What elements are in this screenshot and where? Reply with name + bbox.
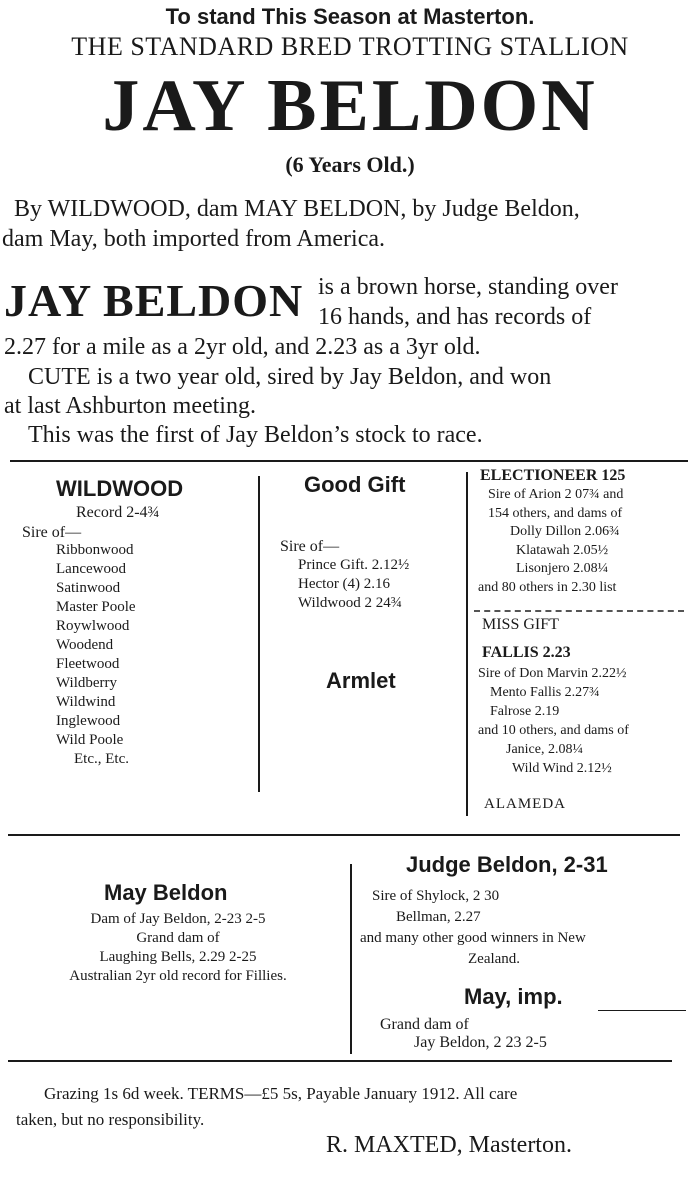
- footer-terms-line2: taken, but no responsibility.: [16, 1110, 205, 1129]
- electioneer-line: Klatawah 2.05½: [516, 542, 609, 558]
- offspring-item: Inglewood: [56, 713, 121, 729]
- good-gift-offspring-item: Hector (4) 2.16: [298, 576, 391, 592]
- description-line2: 16 hands, and has records of: [318, 304, 592, 330]
- judge-beldon-line: Zealand.: [468, 951, 521, 967]
- good-gift-offspring-item: Wildwood 2 24¾: [298, 595, 402, 611]
- electioneer-lines: [478, 486, 623, 597]
- offspring-item: Satinwood: [56, 580, 121, 596]
- fallis-line: Wild Wind 2.12½: [512, 761, 612, 776]
- granddam-armlet: Armlet: [326, 668, 396, 693]
- judge-beldon-line: Sire of Shylock, 2 30: [372, 888, 500, 904]
- divider-top: [10, 460, 688, 462]
- offspring-item: Wildwind: [56, 694, 116, 710]
- column-divider-2: [466, 472, 468, 816]
- damsire-judge-beldon: Judge Beldon, 2-31: [406, 852, 608, 877]
- fallis-lines: [478, 664, 629, 778]
- dam-may-beldon: May Beldon: [104, 880, 228, 905]
- pedigree-line1: By WILDWOOD, dam MAY BELDON, by Judge Beldon,: [14, 196, 580, 222]
- divider-bottom: [8, 1060, 672, 1062]
- stallion-name: JAY BELDON: [102, 65, 598, 147]
- offspring-item: Wildberry: [56, 675, 118, 691]
- may-beldon-line: Laughing Bells, 2.29 2-25: [99, 949, 257, 965]
- electioneer-name: ELECTIONEER 125: [480, 467, 626, 484]
- granddam-may-imp: May, imp.: [464, 984, 563, 1009]
- offspring-item: Roywlwood: [56, 618, 130, 634]
- good-gift-sire-of-label: Sire of—: [280, 538, 340, 555]
- column3-divider: [474, 610, 684, 612]
- header-line1: To stand This Season at Masterton.: [165, 4, 535, 29]
- fallis-name: FALLIS 2.23: [482, 644, 571, 661]
- fallis-line: Sire of Don Marvin 2.22½: [478, 666, 627, 681]
- good-gift-offspring-item: Prince Gift. 2.12½: [298, 557, 410, 573]
- fallis-line: Janice, 2.08¼: [506, 742, 583, 757]
- column-divider-1: [258, 476, 260, 792]
- header-line2: THE STANDARD BRED TROTTING STALLION: [71, 32, 629, 61]
- description-line4: CUTE is a two year old, sired by Jay Beldon, and won: [28, 364, 552, 390]
- sire-of-label: Sire of—: [22, 524, 82, 541]
- divider-middle: [8, 834, 680, 836]
- may-beldon-line: Australian 2yr old record for Fillies.: [69, 968, 287, 984]
- may-imp-rule: [598, 1010, 686, 1011]
- fallis-line: and 10 others, and dams of: [478, 723, 629, 738]
- offspring-item: Ribbonwood: [56, 542, 134, 558]
- description-line1: is a brown horse, standing over: [318, 274, 618, 300]
- description-name: JAY BELDON: [4, 275, 304, 326]
- sire-name: WILDWOOD: [56, 476, 184, 501]
- electioneer-line: 154 others, and dams of: [488, 505, 623, 521]
- may-imp-line2: Jay Beldon, 2 23 2-5: [414, 1034, 547, 1051]
- offspring-item: Master Poole: [56, 599, 136, 615]
- may-beldon-line: Dam of Jay Beldon, 2-23 2-5: [90, 911, 266, 927]
- description-line5: at last Ashburton meeting.: [4, 393, 256, 419]
- electioneer-line: Sire of Arion 2 07¾ and: [488, 487, 624, 502]
- sire-offspring-list: [56, 541, 136, 769]
- may-beldon-line: Grand dam of: [136, 930, 220, 946]
- offspring-item: Lancewood: [56, 561, 126, 577]
- good-gift-offspring-list: [298, 556, 409, 613]
- offspring-item: Woodend: [56, 637, 114, 653]
- grandsire-good-gift: Good Gift: [304, 472, 406, 497]
- offspring-item: Etc., Etc.: [74, 751, 129, 767]
- judge-beldon-line: Bellman, 2.27: [396, 909, 481, 925]
- miss-gift: MISS GIFT: [482, 616, 559, 633]
- footer-terms-line1: Grazing 1s 6d week. TERMS—£5 5s, Payable January 1912. All care: [44, 1084, 518, 1103]
- may-beldon-lines: [20, 910, 336, 986]
- electioneer-line: Dolly Dillon 2.06¾: [510, 524, 620, 539]
- electioneer-line: and 80 others in 2.30 list: [478, 579, 617, 595]
- description-line3: 2.27 for a mile as a 2yr old, and 2.23 as a 3yr old.: [4, 334, 481, 360]
- sire-record: Record 2-4¾: [76, 504, 160, 521]
- pedigree-line2: dam May, both imported from America.: [2, 226, 386, 252]
- age: (6 Years Old.): [285, 152, 415, 177]
- fallis-line: Mento Fallis 2.27¾: [490, 685, 600, 700]
- judge-beldon-line: and many other good winners in New: [360, 930, 586, 946]
- offspring-item: Wild Poole: [56, 732, 124, 748]
- may-imp-line1: Grand dam of: [380, 1016, 469, 1033]
- alameda: ALAMEDA: [484, 796, 566, 812]
- description-line6: This was the first of Jay Beldon’s stock to race.: [28, 422, 483, 448]
- column-divider-3: [350, 864, 352, 1054]
- fallis-line: Falrose 2.19: [490, 704, 560, 719]
- offspring-item: Fleetwood: [56, 656, 120, 672]
- signature-maxted: R. MAXTED, Masterton.: [326, 1132, 572, 1158]
- electioneer-line: Lisonjero 2.08¼: [516, 561, 609, 576]
- judge-beldon-lines: [360, 886, 586, 970]
